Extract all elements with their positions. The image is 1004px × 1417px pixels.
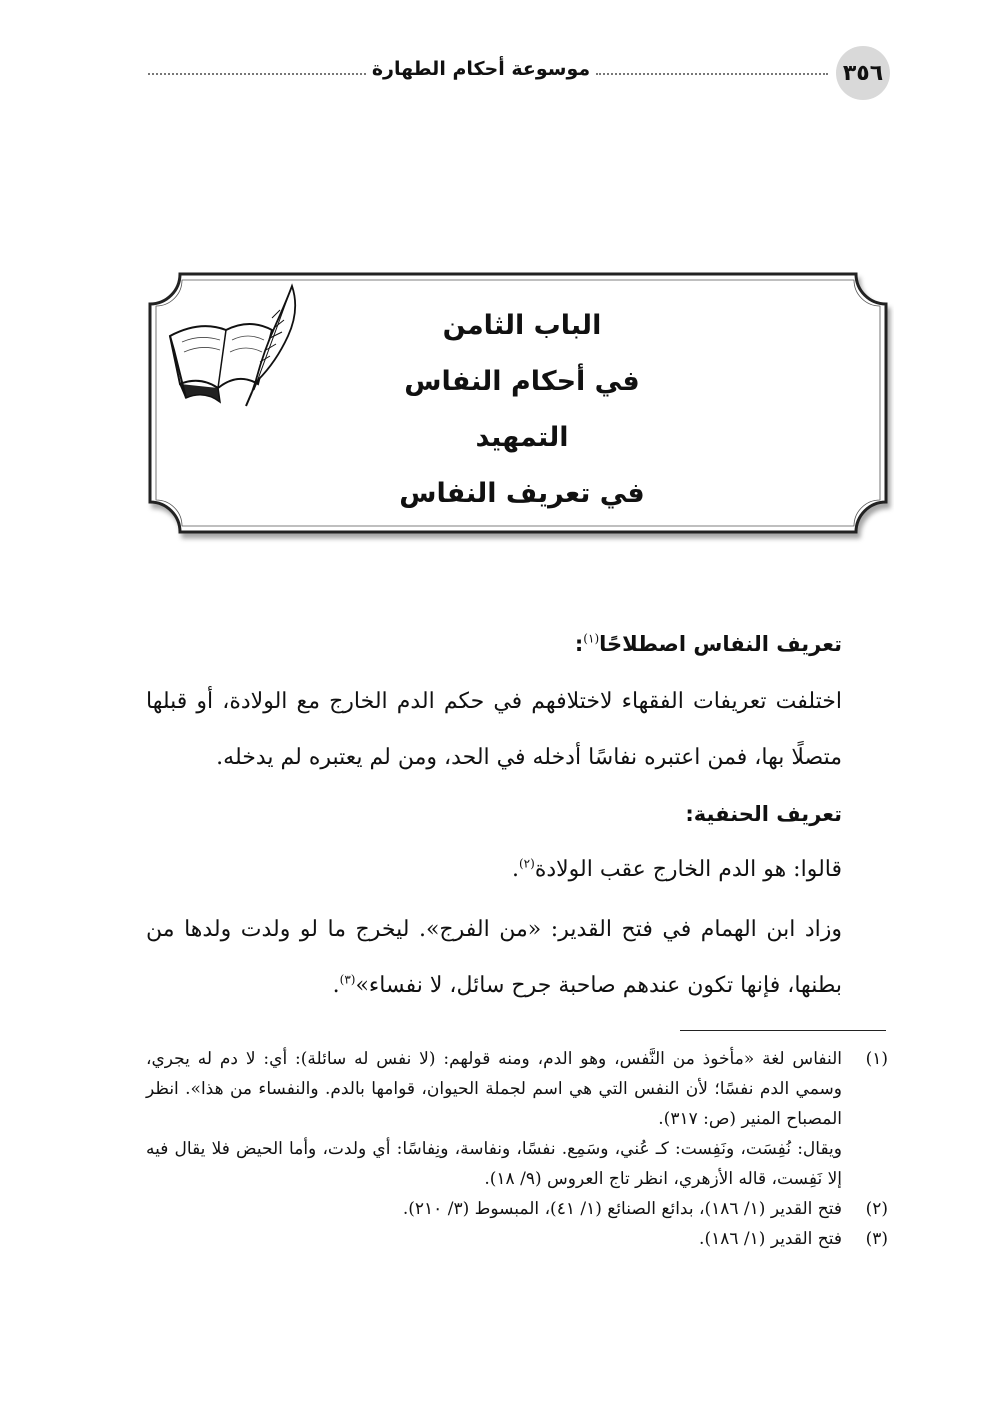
running-title: موسوعة أحكام الطهارة [371, 58, 591, 80]
footnote-number: (١) [865, 1049, 888, 1069]
footnote-separator [680, 1030, 886, 1031]
footnote-ref-3[interactable]: (٣) [339, 972, 356, 987]
footnote-1 [146, 1044, 888, 1134]
header-dotted-rule-left [148, 73, 366, 75]
paragraph-intro: اختلفت تعريفات الفقهاء لاختلافهم في حكم الدم الخارج مع الولادة، أو قبلها متصلًا بها، فمن اعتبره نفاسًا أدخله في الحد، ومن لم يعتبره لم يدخله. [146, 689, 842, 770]
footnote-text: فتح القدير (١/ ١٨٦)، بدائع الصنائع (١/ ٤١)، المبسوط (٣/ ٢١٠). [402, 1199, 842, 1219]
chapter-title: الباب الثامن [442, 310, 602, 341]
paragraph-hanafi-definition: قالوا: هو الدم الخارج عقب الولادة$^{(٢)}$. [511, 856, 842, 882]
footnote-ref-1[interactable]: (١) [583, 631, 600, 646]
footnote-2 [146, 1194, 888, 1224]
footnotes [146, 1044, 888, 1254]
chapter-title-frame [142, 268, 894, 548]
footnote-text: النفاس لغة «مأخوذ من النَّفس، وهو الدم، ومنه قولهم: (لا نفس له سائلة): أي: لا دم له يجري، وسمي الدم نفسًا؛ لأن النفس التي هي اسم لجملة الحيوان، قوامها بالدم. والنفساء من هذا». انظر المصباح المنير (ص: ٣١٧). [146, 1049, 842, 1129]
header-dotted-rule-right [596, 73, 828, 75]
book-and-quill-icon [160, 280, 310, 410]
footnote-text: فتح القدير (١/ ١٨٦). [699, 1229, 842, 1249]
preface-subtitle: في تعريف النفاس [399, 478, 645, 509]
preface-title: التمهيد [475, 422, 569, 453]
section-heading-hanafi: تعريف الحنفية: [685, 802, 842, 826]
chapter-subtitle: في أحكام النفاس [404, 366, 640, 397]
footnote-number: (٢) [865, 1199, 888, 1219]
chapter-title-block [322, 298, 722, 522]
page-number-badge: ٣٥٦ [836, 46, 890, 100]
section-heading-definition: تعريف النفاس اصطلاحًا$^{(١)}$: [574, 631, 842, 656]
footnote-ref-2[interactable]: (٢) [518, 856, 535, 871]
footnote-number: (٣) [865, 1229, 888, 1249]
paragraph-ibn-humam: وزاد ابن الهمام في فتح القدير: «من الفرج». ليخرج ما لو ولدت ولدها من بطنها، فإنها تكون عندهم صاحبة جرح سائل، لا نفساء»$^{(٣)}$. [146, 917, 842, 998]
footnote-1-continuation: ويقال: نُفِسَت، ونَفِست: كـ عُني، وسَمِع. نفسًا، ونفاسة، ونِفاسًا: أي ولدت، وأما الحيض فلا يقال فيه إلا نَفِست، قاله الأزهري، انظر تاج العروس (٩/ ١٨). [146, 1139, 842, 1189]
footnote-3 [146, 1224, 888, 1254]
